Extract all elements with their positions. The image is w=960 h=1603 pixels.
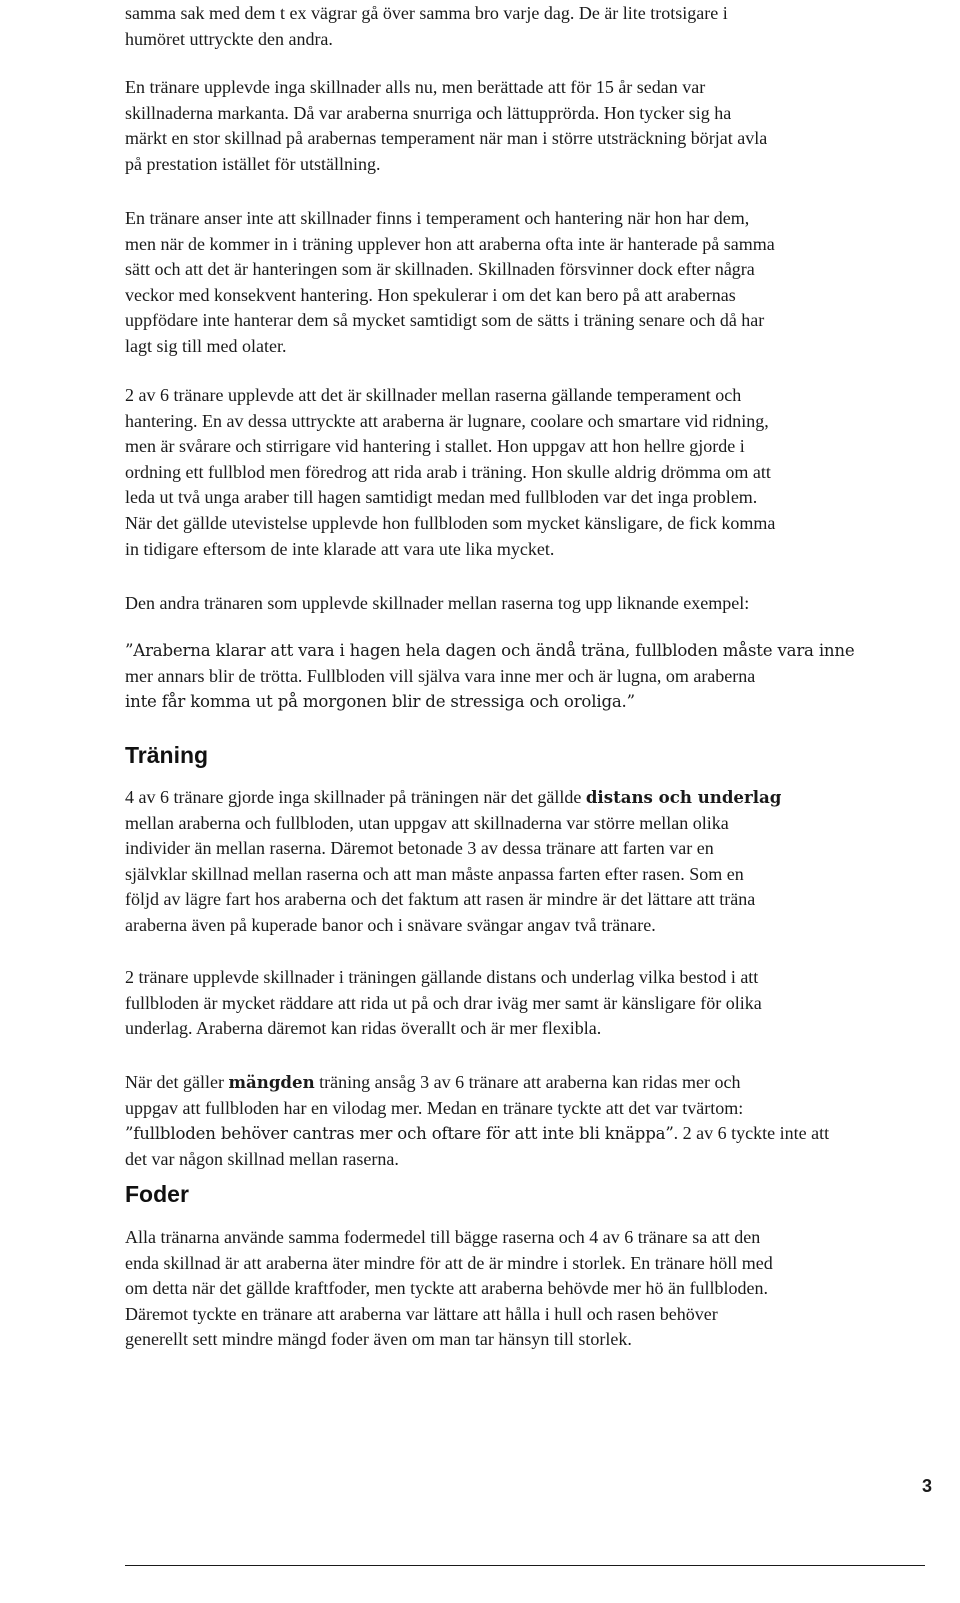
text-run: 4 av 6 tränare gjorde inga skillnader på träningen när det gällde	[125, 787, 586, 807]
paragraph-second-trainer-intro: Den andra tränaren som upplevde skillnader mellan raserna tog upp liknande exempel:	[125, 593, 750, 613]
quote-line-3: inte får komma ut på morgonen blir de stressiga och oroliga.”	[125, 692, 635, 712]
paragraph-two-trainers-temperament: 2 av 6 tränare upplevde att det är skillnader mellan raserna gällande temperament och hantering. En av dessa uttryckte att araberna är lugnare, coolare och smartare vid ridning, men är svårare och stirrigare vid hantering i stallet. Hon uppgav att hon hellre gjorde i ordning ett fullblod men föredrog att rida arab i träning. Hon skulle aldrig drömma om att leda ut två unga araber till hagen samtidigt medan med fullbloden var det inga problem. När det gällde utevistelse upplevde hon fullbloden som mycket känsligare, de fick komma in tidigare eftersom de inte klarade att vara ute lika mycket.	[125, 385, 776, 559]
heading-traning: Träning	[125, 742, 209, 768]
paragraph-feed: Alla tränarna använde samma fodermedel till bägge raserna och 4 av 6 tränare sa att den enda skillnad är att araberna äter mindre för att de är mindre i storlek. En tränare höll med om detta när det gällde kraftfoder, men tyckte att araberna behövde mer hö än fullbloden. Däremot tyckte en tränare att araberna var lättare att hålla i hull och rasen behöver generellt sett mindre mängd foder även om man tar hänsyn till storlek.	[125, 1227, 773, 1350]
paragraph-no-differences-now: En tränare upplevde inga skillnader alls nu, men berättade att för 15 år sedan var skillnaderna markanta. Då var araberna snurriga och lättupprörda. Hon tycker sig ha märkt en stor skillnad på arabernas temperament när man i större utsträckning börjat avla på prestation istället för utställning.	[125, 77, 768, 174]
paragraph-two-trainers-training: 2 tränare upplevde skillnader i träningen gällande distans och underlag vilka bestod i att fullbloden är mycket räddare att rida ut på och drar iväg mer samt är känsligare för olika underlag. Araberna däremot kan ridas överallt och är mer flexibla.	[125, 967, 762, 1039]
paragraph-distance-terrain	[125, 785, 781, 939]
quote-cantering: ”fullbloden behöver cantras mer och oftare för att inte bli knäppa”	[125, 1124, 674, 1144]
paragraph-handling-difference: En tränare anser inte att skillnader finns i temperament och hantering när hon har dem, men när de kommer in i träning upplever hon att araberna ofta inte är hanterade på samma sätt och att det är hanteringen som är skillnaden. Skillnaden försvinner dock efter några veckor med konsekvent hantering. Hon spekulerar i om det kan bero på att arabernas uppfödare inte hanterar dem så mycket samtidigt som de sätts i träning senare och då har lagt sig till med olater.	[125, 208, 775, 356]
bold-term-distance: distans och underlag	[585, 787, 782, 807]
text-run: träning ansåg 3 av 6 tränare att araberna kan ridas mer och uppgav att fullbloden har en vilodag mer. Medan en tränare tyckte att det var tvärtom:	[125, 1072, 744, 1118]
bold-term-amount: mängden	[228, 1072, 315, 1092]
footer-divider	[125, 1565, 925, 1566]
heading-foder: Foder	[125, 1181, 189, 1207]
text-run: När det gäller	[125, 1072, 229, 1092]
quote-paddock	[125, 638, 855, 715]
paragraph-training-amount	[125, 1070, 829, 1172]
text-run: mellan araberna och fullbloden, utan uppgav att skillnaderna var större mellan olika individer än mellan raserna. Däremot betonade 3 av dessa tränare att farten var en självklar skillnad mellan raserna och att man måste anpassa farten efter rasen. Som en följd av lägre fart hos araberna och det faktum att rasen är mindre är det lättare att träna araberna även på kuperade banor och i snävare svängar angav två tränare.	[125, 812, 756, 935]
quote-line-2: mer annars blir de trötta. Fullbloden vill själva vara inne mer och är lugna, om araberna	[125, 665, 756, 686]
text-run: . 2 av 6 tyckte inte att det var någon skillnad mellan raserna.	[125, 1123, 830, 1169]
page-number: 3	[922, 1476, 933, 1496]
paragraph-temperament-continued: samma sak med dem t ex vägrar gå över samma bro varje dag. De är lite trotsigare i humöret uttryckte den andra.	[125, 3, 728, 49]
quote-line-1: ”Araberna klarar att vara i hagen hela dagen och ändå träna, fullbloden måste vara inne	[125, 641, 855, 660]
